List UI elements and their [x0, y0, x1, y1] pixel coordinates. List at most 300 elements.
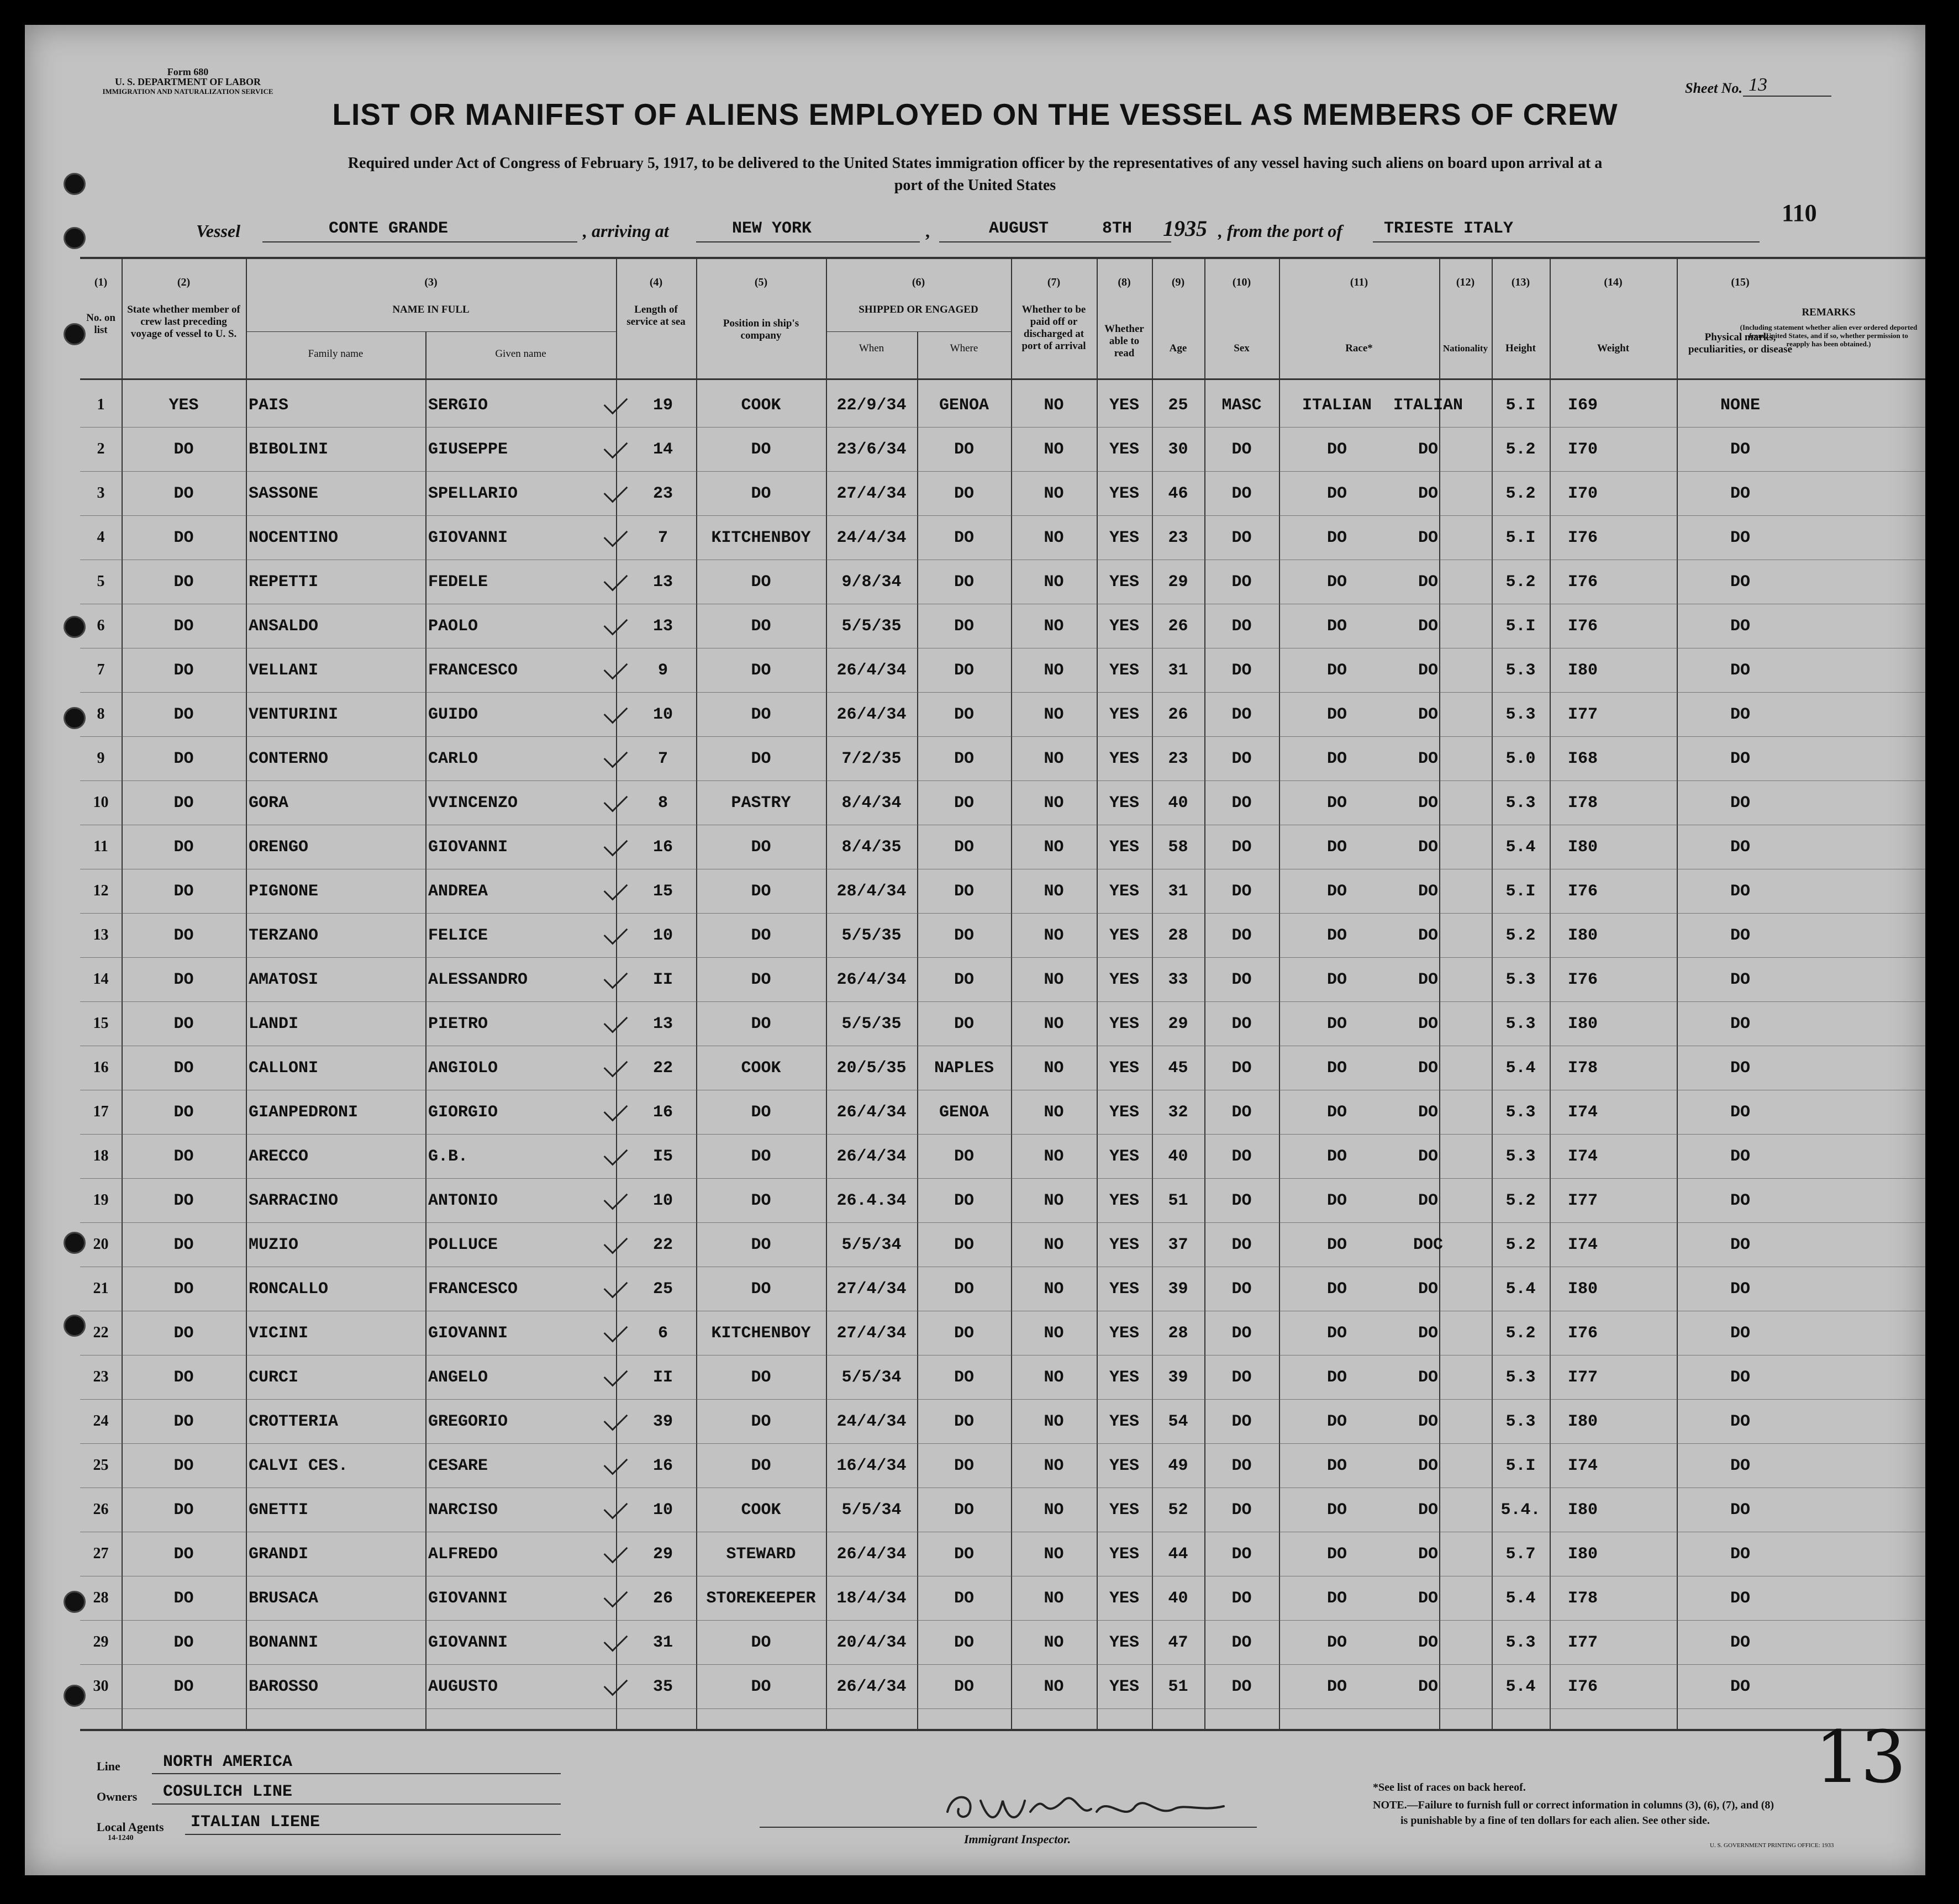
- cell-age: 31: [1168, 661, 1188, 680]
- row-divider: [80, 471, 1925, 472]
- cell-paid-off: NO: [1044, 1324, 1064, 1343]
- cell-able-to-read: YES: [1109, 529, 1139, 547]
- cell-family-name: BRUSACA: [249, 1589, 319, 1608]
- cell-nationality: DO: [1418, 794, 1438, 813]
- cell-row-number: 17: [93, 1103, 109, 1120]
- cell-able-to-read: YES: [1109, 1545, 1139, 1564]
- cell-family-name: TERZANO: [249, 926, 319, 945]
- cell-nationality: DO: [1418, 1545, 1438, 1564]
- cell-engaged-where: DO: [954, 705, 974, 724]
- cell-nationality: DO: [1418, 1191, 1438, 1210]
- cell-given-name: GIOVANNI: [428, 1633, 508, 1652]
- cell-given-name: FRANCESCO: [428, 1280, 518, 1299]
- cell-position: COOK: [741, 396, 781, 415]
- cell-position: KITCHENBOY: [711, 529, 811, 547]
- cell-race: DO: [1326, 573, 1347, 592]
- cell-paid-off: NO: [1044, 484, 1064, 503]
- cell-race: DO: [1326, 926, 1347, 945]
- cell-age: 23: [1168, 750, 1188, 768]
- cell-physical-marks: DO: [1730, 750, 1750, 768]
- cell-prev-voyage: YES: [168, 396, 199, 415]
- cell-prev-voyage: DO: [173, 1103, 194, 1122]
- cell-given-name: GIOVANNI: [428, 838, 508, 857]
- cell-position: DO: [751, 1457, 771, 1475]
- cell-age: 23: [1168, 529, 1188, 547]
- cell-given-name: FEDELE: [428, 573, 488, 592]
- cell-row-number: 12: [93, 882, 109, 899]
- cell-engaged-where: DO: [954, 1015, 974, 1033]
- cell-race: DO: [1326, 1633, 1347, 1652]
- cell-family-name: CROTTERIA: [249, 1412, 339, 1431]
- cell-height: 5.3: [1505, 971, 1536, 989]
- row-divider: [80, 780, 1925, 781]
- cell-position: DO: [751, 1236, 771, 1254]
- col-physical: Physical marks, peculiarities, or disease: [1688, 331, 1793, 355]
- col-given-name: Given name: [495, 348, 546, 360]
- cell-weight: I76: [1567, 573, 1598, 592]
- cell-able-to-read: YES: [1109, 484, 1139, 503]
- cell-family-name: RONCALLO: [249, 1280, 329, 1299]
- cell-weight: I80: [1567, 1015, 1598, 1033]
- cell-engaged-where: DO: [954, 617, 974, 636]
- cell-height: 5.3: [1505, 794, 1536, 813]
- cell-length-of-service: 29: [652, 1545, 673, 1564]
- cell-age: 40: [1168, 1147, 1188, 1166]
- cell-prev-voyage: DO: [173, 1501, 194, 1520]
- cell-length-of-service: 39: [652, 1412, 673, 1431]
- cell-length-of-service: 35: [652, 1678, 673, 1696]
- cell-length-of-service: 16: [652, 1103, 673, 1122]
- cell-paid-off: NO: [1044, 1147, 1064, 1166]
- cell-sex: DO: [1231, 1059, 1252, 1078]
- cell-race: DO: [1326, 1545, 1347, 1564]
- cell-row-number: 7: [97, 661, 105, 678]
- cell-weight: I74: [1567, 1147, 1598, 1166]
- cell-weight: I76: [1567, 529, 1598, 547]
- cell-engaged-where: DO: [954, 750, 974, 768]
- col-race: Race*: [1345, 342, 1373, 354]
- cell-length-of-service: 15: [652, 882, 673, 901]
- cell-able-to-read: YES: [1109, 1412, 1139, 1431]
- cell-able-to-read: YES: [1109, 1147, 1139, 1166]
- punch-hole: [64, 707, 86, 729]
- cell-physical-marks: DO: [1730, 1678, 1750, 1696]
- cell-engaged-where: DO: [954, 1368, 974, 1387]
- row-divider: [80, 1399, 1925, 1400]
- cell-prev-voyage: DO: [173, 750, 194, 768]
- cell-length-of-service: 14: [652, 440, 673, 459]
- cell-engaged-where: DO: [954, 882, 974, 901]
- cell-weight: I74: [1567, 1103, 1598, 1122]
- cell-prev-voyage: DO: [173, 573, 194, 592]
- cell-race: DO: [1326, 484, 1347, 503]
- cell-age: 40: [1168, 1589, 1188, 1608]
- cell-physical-marks: DO: [1730, 1324, 1750, 1343]
- cell-given-name: NARCISO: [428, 1501, 498, 1520]
- cell-prev-voyage: DO: [173, 1147, 194, 1166]
- cell-paid-off: NO: [1044, 1412, 1064, 1431]
- cell-length-of-service: 16: [652, 838, 673, 857]
- cell-height: 5.2: [1505, 573, 1536, 592]
- cell-prev-voyage: DO: [173, 617, 194, 636]
- cell-family-name: NOCENTINO: [249, 529, 339, 547]
- cell-nationality: DO: [1418, 971, 1438, 989]
- cell-age: 29: [1168, 573, 1188, 592]
- cell-paid-off: NO: [1044, 926, 1064, 945]
- cell-height: 5.3: [1505, 661, 1536, 680]
- cell-height: 5.4: [1505, 1059, 1536, 1078]
- col-no-on-list: No. on list: [86, 312, 115, 336]
- cell-height: 5.4: [1505, 838, 1536, 857]
- cell-sex: DO: [1231, 1280, 1252, 1299]
- cell-sex: DO: [1231, 1147, 1252, 1166]
- inspector-signature: [936, 1779, 1246, 1828]
- cell-race: DO: [1326, 1589, 1347, 1608]
- cell-age: 39: [1168, 1280, 1188, 1299]
- cell-row-number: 21: [93, 1280, 109, 1297]
- cell-height: 5.3: [1505, 1147, 1536, 1166]
- cell-engaged-when: 5/5/34: [841, 1501, 902, 1520]
- cell-engaged-when: 27/4/34: [836, 1324, 907, 1343]
- cell-prev-voyage: DO: [173, 529, 194, 547]
- cell-age: 51: [1168, 1191, 1188, 1210]
- cell-race: DO: [1326, 1015, 1347, 1033]
- cell-able-to-read: YES: [1109, 794, 1139, 813]
- cell-row-number: 28: [93, 1589, 109, 1606]
- cell-sex: DO: [1231, 1545, 1252, 1564]
- cell-given-name: GIUSEPPE: [428, 440, 508, 459]
- cell-family-name: LANDI: [249, 1015, 299, 1033]
- cell-family-name: ORENGO: [249, 838, 309, 857]
- cell-race: DO: [1326, 705, 1347, 724]
- cell-given-name: ANTONIO: [428, 1191, 498, 1210]
- cell-engaged-where: DO: [954, 971, 974, 989]
- cell-weight: I80: [1567, 1412, 1598, 1431]
- cell-row-number: 19: [93, 1191, 109, 1209]
- col-length-service: Length of service at sea: [626, 304, 686, 328]
- table-header-border: [80, 378, 1925, 380]
- cell-nationality: DO: [1418, 705, 1438, 724]
- cell-sex: DO: [1231, 440, 1252, 459]
- cell-row-number: 10: [93, 794, 109, 811]
- cell-engaged-where: DO: [954, 1324, 974, 1343]
- row-divider: [80, 1620, 1925, 1621]
- cell-family-name: BIBOLINI: [249, 440, 329, 459]
- cell-physical-marks: DO: [1730, 573, 1750, 592]
- cell-engaged-when: 26/4/34: [836, 1678, 907, 1696]
- cell-engaged-when: 26/4/34: [836, 1103, 907, 1122]
- cell-age: 25: [1168, 396, 1188, 415]
- cell-prev-voyage: DO: [173, 1633, 194, 1652]
- cell-height: 5.3: [1505, 1633, 1536, 1652]
- row-divider: [80, 1664, 1925, 1665]
- cell-weight: I80: [1567, 838, 1598, 857]
- cell-physical-marks: DO: [1730, 705, 1750, 724]
- cell-age: 28: [1168, 1324, 1188, 1343]
- cell-position: DO: [751, 1412, 771, 1431]
- cell-paid-off: NO: [1044, 396, 1064, 415]
- cell-position: DO: [751, 750, 771, 768]
- cell-engaged-where: DO: [954, 1191, 974, 1210]
- cell-family-name: ANSALDO: [249, 617, 319, 636]
- cell-position: DO: [751, 838, 771, 857]
- row-divider: [80, 1708, 1925, 1709]
- cell-physical-marks: DO: [1730, 838, 1750, 857]
- cell-height: 5.I: [1505, 882, 1536, 901]
- cell-length-of-service: 7: [657, 529, 668, 547]
- cell-race: DO: [1326, 1324, 1347, 1343]
- cell-paid-off: NO: [1044, 1059, 1064, 1078]
- cell-weight: I78: [1567, 794, 1598, 813]
- cell-position: DO: [751, 1633, 771, 1652]
- cell-physical-marks: DO: [1730, 1280, 1750, 1299]
- line-label: Line: [97, 1759, 120, 1773]
- cell-row-number: 30: [93, 1678, 109, 1695]
- col-nationality: Nationality: [1442, 343, 1488, 354]
- cell-position: DO: [751, 926, 771, 945]
- cell-given-name: GIOVANNI: [428, 1589, 508, 1608]
- cell-weight: I80: [1567, 1545, 1598, 1564]
- form-code: 14-1240: [108, 1834, 134, 1842]
- cell-position: DO: [751, 1147, 771, 1166]
- col-family-name: Family name: [308, 348, 364, 360]
- cell-row-number: 18: [93, 1147, 109, 1164]
- cell-length-of-service: 19: [652, 396, 673, 415]
- cell-nationality: DOC: [1413, 1236, 1443, 1254]
- cell-position: DO: [751, 882, 771, 901]
- cell-paid-off: NO: [1044, 1589, 1064, 1608]
- col-age: Age: [1169, 342, 1187, 354]
- cell-engaged-when: 8/4/35: [841, 838, 902, 857]
- cell-prev-voyage: DO: [173, 1191, 194, 1210]
- cell-weight: I77: [1567, 1633, 1598, 1652]
- row-divider: [80, 957, 1925, 958]
- cell-prev-voyage: DO: [173, 1059, 194, 1078]
- cell-engaged-where: DO: [954, 1501, 974, 1520]
- cell-race: DO: [1326, 661, 1347, 680]
- cell-age: 26: [1168, 617, 1188, 636]
- cell-engaged-when: 26.4.34: [836, 1191, 907, 1210]
- cell-height: 5.3: [1505, 1015, 1536, 1033]
- cell-race: DO: [1326, 1678, 1347, 1696]
- cell-row-number: 3: [97, 484, 105, 502]
- cell-engaged-when: 22/9/34: [836, 396, 907, 415]
- cell-prev-voyage: DO: [173, 1412, 194, 1431]
- cell-able-to-read: YES: [1109, 1059, 1139, 1078]
- col-position: Position in ship's company: [723, 318, 799, 341]
- cell-row-number: 24: [93, 1412, 109, 1430]
- cell-sex: DO: [1231, 1368, 1252, 1387]
- cell-engaged-where: DO: [954, 484, 974, 503]
- cell-position: DO: [751, 1368, 771, 1387]
- cell-sex: DO: [1231, 705, 1252, 724]
- cell-height: 5.2: [1505, 484, 1536, 503]
- cell-row-number: 11: [93, 838, 108, 855]
- agents-value: ITALIAN LIENE: [191, 1813, 320, 1832]
- cell-family-name: GNETTI: [249, 1501, 309, 1520]
- cell-paid-off: NO: [1044, 617, 1064, 636]
- cell-row-number: 1: [97, 396, 105, 413]
- cell-sex: DO: [1231, 617, 1252, 636]
- cell-position: DO: [751, 661, 771, 680]
- cell-able-to-read: YES: [1109, 882, 1139, 901]
- cell-physical-marks: DO: [1730, 1103, 1750, 1122]
- punch-hole: [64, 1232, 86, 1254]
- cell-weight: I80: [1567, 1501, 1598, 1520]
- from-port-label: , from the port of: [1218, 221, 1342, 241]
- cell-position: COOK: [741, 1059, 781, 1078]
- form-department: U. S. DEPARTMENT OF LABOR: [114, 76, 261, 87]
- cell-paid-off: NO: [1044, 1545, 1064, 1564]
- cell-prev-voyage: DO: [173, 1545, 194, 1564]
- cell-weight: I77: [1567, 1368, 1598, 1387]
- cell-nationality: DO: [1418, 1280, 1438, 1299]
- table-bottom-border: [80, 1729, 1925, 1731]
- cell-position: DO: [751, 1191, 771, 1210]
- cell-given-name: ALFREDO: [428, 1545, 498, 1564]
- cell-weight: I76: [1567, 1678, 1598, 1696]
- cell-age: 49: [1168, 1457, 1188, 1475]
- cell-physical-marks: DO: [1730, 1412, 1750, 1431]
- cell-given-name: CARLO: [428, 750, 478, 768]
- col-paid-off: Whether to be paid off or discharged at port of arrival: [1021, 304, 1086, 352]
- cell-physical-marks: DO: [1730, 1589, 1750, 1608]
- cell-engaged-where: DO: [954, 1545, 974, 1564]
- cell-family-name: VICINI: [249, 1324, 309, 1343]
- cell-physical-marks: DO: [1730, 1501, 1750, 1520]
- cell-prev-voyage: DO: [173, 440, 194, 459]
- cell-row-number: 9: [97, 750, 105, 767]
- cell-height: 5.2: [1505, 440, 1536, 459]
- cell-height: 5.I: [1505, 396, 1536, 415]
- cell-sex: DO: [1231, 1015, 1252, 1033]
- cell-race: DO: [1326, 750, 1347, 768]
- cell-age: 32: [1168, 1103, 1188, 1122]
- cell-race: DO: [1326, 1457, 1347, 1475]
- cell-able-to-read: YES: [1109, 1236, 1139, 1254]
- cell-height: 5.4.: [1500, 1501, 1541, 1520]
- cell-length-of-service: 10: [652, 1501, 673, 1520]
- cell-paid-off: NO: [1044, 1678, 1064, 1696]
- cell-sex: DO: [1231, 1191, 1252, 1210]
- cell-engaged-when: 16/4/34: [836, 1457, 907, 1475]
- cell-age: 46: [1168, 484, 1188, 503]
- cell-nationality: DO: [1418, 1678, 1438, 1696]
- punch-hole: [64, 173, 86, 195]
- punch-hole: [64, 1315, 86, 1337]
- cell-paid-off: NO: [1044, 661, 1064, 680]
- cell-race: DO: [1326, 1412, 1347, 1431]
- cell-engaged-where: DO: [954, 1589, 974, 1608]
- cell-length-of-service: 9: [657, 661, 668, 680]
- cell-nationality: DO: [1418, 661, 1438, 680]
- cell-weight: I74: [1567, 1457, 1598, 1475]
- cell-nationality: DO: [1418, 1015, 1438, 1033]
- form-service: IMMIGRATION AND NATURALIZATION SERVICE: [102, 87, 273, 96]
- cell-prev-voyage: DO: [173, 1324, 194, 1343]
- cell-position: DO: [751, 1103, 771, 1122]
- cell-prev-voyage: DO: [173, 1589, 194, 1608]
- row-divider: [80, 736, 1925, 737]
- cell-weight: I76: [1567, 617, 1598, 636]
- cell-race: DO: [1326, 529, 1347, 547]
- cell-physical-marks: DO: [1730, 1633, 1750, 1652]
- punch-hole: [64, 227, 86, 249]
- cell-weight: I69: [1567, 396, 1598, 415]
- cell-race: DO: [1326, 838, 1347, 857]
- cell-engaged-where: DO: [954, 1678, 974, 1696]
- punch-hole: [64, 1685, 86, 1707]
- arrival-year: 1935: [1163, 216, 1207, 241]
- cell-sex: DO: [1231, 1457, 1252, 1475]
- cell-row-number: 25: [93, 1457, 109, 1474]
- cell-nationality: ITALIAN: [1393, 396, 1463, 415]
- cell-physical-marks: DO: [1730, 1545, 1750, 1564]
- cell-length-of-service: 13: [652, 617, 673, 636]
- cell-physical-marks: DO: [1730, 1147, 1750, 1166]
- col-height: Height: [1505, 342, 1536, 354]
- cell-height: 5.4: [1505, 1280, 1536, 1299]
- cell-physical-marks: DO: [1730, 1368, 1750, 1387]
- cell-given-name: GUIDO: [428, 705, 478, 724]
- cell-given-name: ANGELO: [428, 1368, 488, 1387]
- cell-prev-voyage: DO: [173, 1236, 194, 1254]
- cell-row-number: 2: [97, 440, 105, 457]
- cell-height: 5.3: [1505, 1368, 1536, 1387]
- cell-position: DO: [751, 1678, 771, 1696]
- cell-age: 37: [1168, 1236, 1188, 1254]
- cell-row-number: 4: [97, 529, 105, 546]
- cell-able-to-read: YES: [1109, 440, 1139, 459]
- cell-sex: DO: [1231, 1633, 1252, 1652]
- cell-engaged-where: DO: [954, 1236, 974, 1254]
- arriving-label: , arriving at: [583, 221, 669, 241]
- cell-length-of-service: 25: [652, 1280, 673, 1299]
- cell-prev-voyage: DO: [173, 1368, 194, 1387]
- cell-age: 30: [1168, 440, 1188, 459]
- form-title: LIST OR MANIFEST OF ALIENS EMPLOYED ON THE VESSEL AS MEMBERS OF CREW: [332, 97, 1618, 131]
- row-divider: [80, 1134, 1925, 1135]
- cell-sex: DO: [1231, 1236, 1252, 1254]
- cell-sex: DO: [1231, 573, 1252, 592]
- table-top-border: [80, 257, 1925, 259]
- cell-position: DO: [751, 617, 771, 636]
- cell-engaged-where: GENOA: [939, 1103, 989, 1122]
- cell-able-to-read: YES: [1109, 838, 1139, 857]
- cell-given-name: G.B.: [428, 1147, 468, 1166]
- cell-able-to-read: YES: [1109, 1280, 1139, 1299]
- cell-position: STOREKEEPER: [706, 1589, 816, 1608]
- cell-engaged-where: DO: [954, 1633, 974, 1652]
- cell-height: 5.3: [1505, 1412, 1536, 1431]
- cell-engaged-where: DO: [954, 1280, 974, 1299]
- cell-position: DO: [751, 440, 771, 459]
- cell-paid-off: NO: [1044, 1103, 1064, 1122]
- cell-family-name: MUZIO: [249, 1236, 299, 1254]
- cell-race: DO: [1326, 794, 1347, 813]
- cell-engaged-where: DO: [954, 1412, 974, 1431]
- cell-row-number: 26: [93, 1501, 109, 1518]
- cell-able-to-read: YES: [1109, 1103, 1139, 1122]
- form-subtitle-2: port of the United States: [894, 177, 1056, 194]
- arrival-day: 8TH: [1102, 219, 1133, 238]
- sheet-number: 13: [1749, 75, 1767, 95]
- cell-position: DO: [751, 705, 771, 724]
- cell-family-name: PAIS: [249, 396, 289, 415]
- cell-engaged-where: DO: [954, 926, 974, 945]
- cell-height: 5.I: [1505, 1457, 1536, 1475]
- cell-position: COOK: [741, 1501, 781, 1520]
